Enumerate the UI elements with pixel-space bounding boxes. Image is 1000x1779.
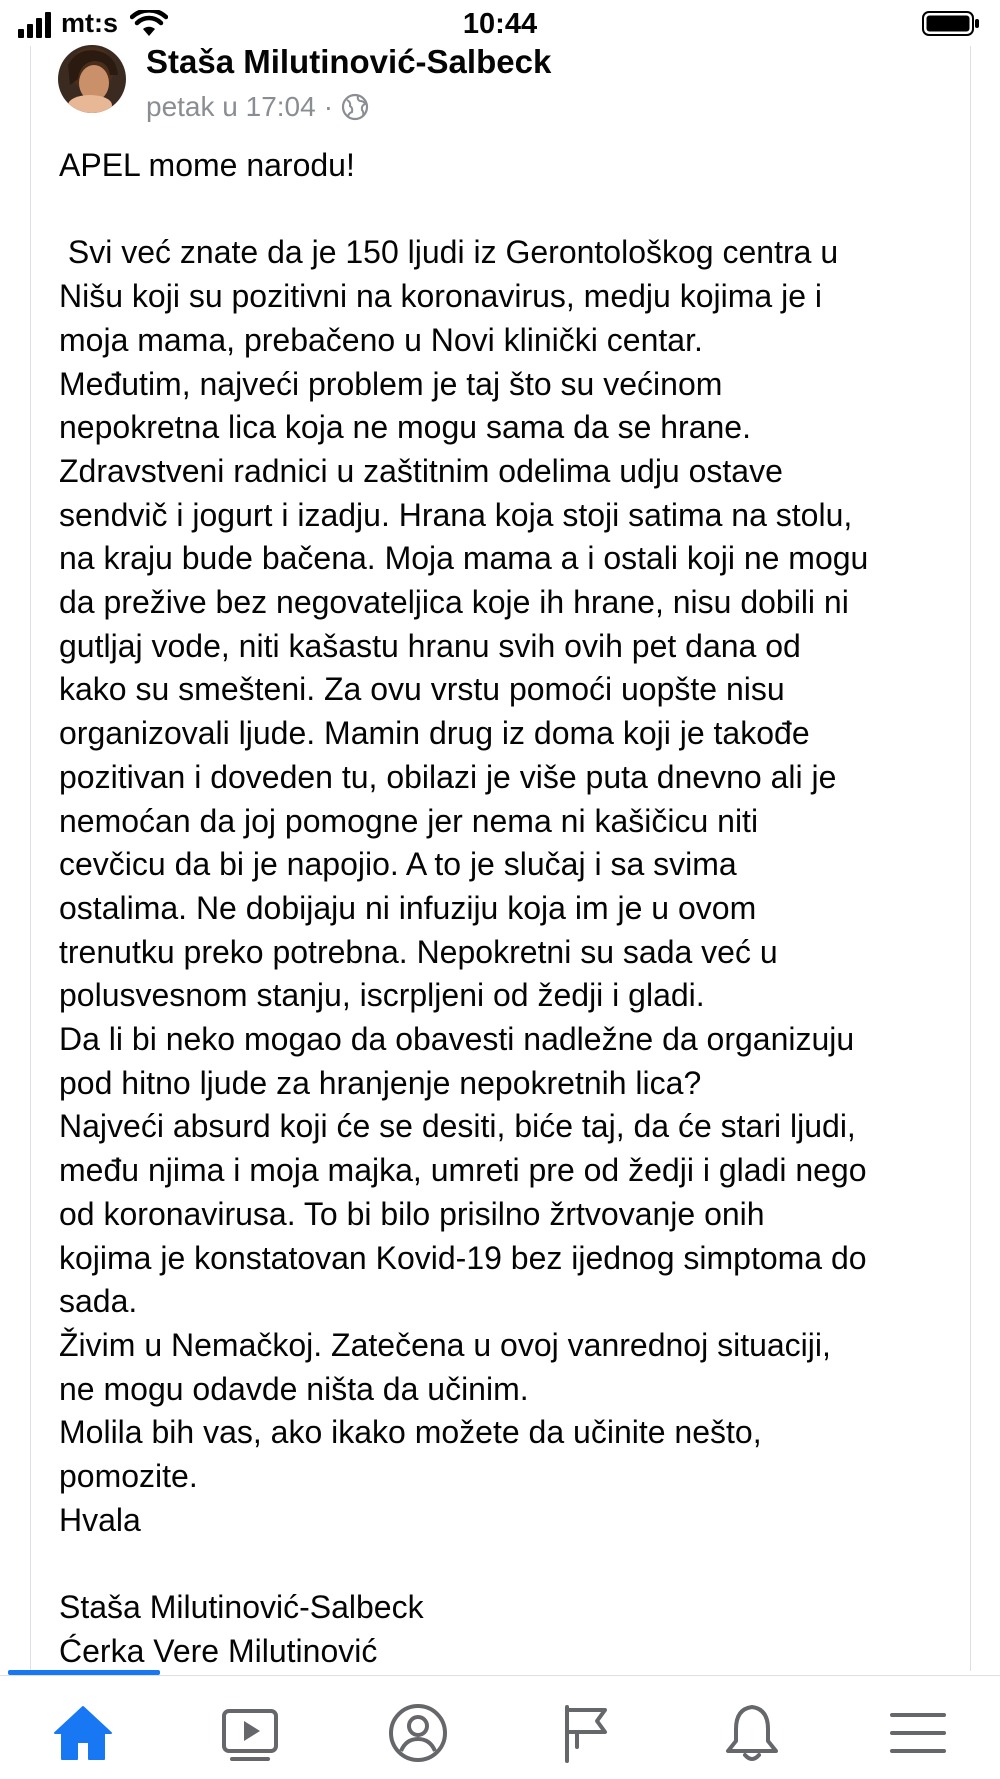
- post-text-line: gutljaj vode, niti kašastu hranu svih ovih pet dana od: [59, 627, 801, 664]
- post-author-name[interactable]: Staša Milutinović-Salbeck: [146, 43, 552, 80]
- tab-profile[interactable]: [378, 1698, 458, 1768]
- post-meta: [146, 90, 369, 124]
- post-text-line: kako su smešteni. Za ovu vrstu pomoći uopšte nisu: [59, 671, 785, 708]
- post-text-line: da prežive bez negovateljica koje ih hrane, nisu dobili ni: [59, 584, 849, 621]
- carrier-name: mt:s: [61, 8, 119, 38]
- post-text-line: nepokretna lica koja ne mogu sama da se hrane.: [59, 409, 751, 446]
- post-text-line: sendvič i jogurt i izadju. Hrana koja stoji satima na stolu,: [59, 496, 853, 533]
- post-text-line: Najveći absurd koji će se desiti, biće taj, da će stari ljudi,: [59, 1108, 856, 1145]
- post-text-line: ostalima. Ne dobijaju ni infuziju koja im je u ovom: [59, 889, 757, 926]
- post-text-line: polusvesnom stanju, iscrpljeni od žedji i gladi.: [59, 977, 705, 1014]
- tab-home[interactable]: [43, 1698, 123, 1768]
- author-avatar[interactable]: [58, 45, 126, 113]
- avatar-photo: [58, 45, 126, 113]
- tab-menu[interactable]: [878, 1698, 958, 1768]
- status-time: 10:44: [462, 8, 538, 40]
- post-text-line: na kraju bude bačena. Moja mama a i ostali koji ne mogu: [59, 540, 869, 577]
- post-text-line: [59, 188, 959, 232]
- post-text-line: pod hitno ljude za hranjenje nepokretnih lica?: [59, 1064, 702, 1101]
- post-text-line: ne mogu odavde ništa da učinim.: [59, 1370, 529, 1407]
- post-text-line: Živim u Nemačkoj. Zatečena u ovoj vanrednoj situaciji,: [59, 1326, 831, 1363]
- post-text-line: cevčicu da bi je napojio. A to je slučaj i sa svima: [59, 846, 737, 883]
- post-text-line: moja mama, prebačeno u Novi klinički centar.: [59, 321, 703, 358]
- post-text: [59, 144, 959, 1674]
- post-text-line: Staša Milutinović-Salbeck: [59, 1589, 424, 1626]
- post-text-line: kojima je konstatovan Kovid-19 bez ijednog simptoma do: [59, 1239, 867, 1276]
- post-text-line: Svi već znate da je 150 ljudi iz Gerontološkog centra u: [59, 234, 839, 271]
- post-text-line: Zdravstveni radnici u zaštitnim odelima udju ostave: [59, 452, 783, 489]
- post-text-line: Međutim, najveći problem je taj što su većinom: [59, 365, 723, 402]
- post-text-line: Hvala: [59, 1501, 141, 1538]
- tab-watch[interactable]: [210, 1698, 290, 1768]
- card-border-right: [970, 46, 971, 1671]
- post-text-line: među njima i moja majka, umreti pre od žedji i gladi nego: [59, 1152, 867, 1189]
- home-icon: [51, 1701, 115, 1765]
- post-text-line: Ćerka Vere Milutinović: [59, 1632, 378, 1669]
- globe-icon: [341, 93, 369, 121]
- pages-flag-icon: [553, 1701, 617, 1765]
- post-text-line: organizovali ljude. Mamin drug iz doma koji je takođe: [59, 715, 810, 752]
- watch-video-icon: [218, 1701, 282, 1765]
- post-text-line: trenutku preko potrebna. Nepokretni su sada već u: [59, 933, 778, 970]
- post-text-line: sada.: [59, 1283, 138, 1320]
- notifications-bell-icon: [720, 1701, 784, 1765]
- meta-separator: ·: [323, 91, 334, 122]
- bottom-tab-bar: [0, 1675, 1000, 1779]
- profile-icon: [386, 1701, 450, 1765]
- tab-pages[interactable]: [545, 1698, 625, 1768]
- post-text-line: Nišu koji su pozitivni na koronavirus, medju kojima je i: [59, 278, 822, 315]
- post-text-line: APEL mome narodu!: [59, 147, 355, 183]
- battery-icon: [922, 11, 980, 36]
- post-text-line: Da li bi neko mogao da obavesti nadležne da organizuju: [59, 1021, 855, 1058]
- menu-icon: [886, 1701, 950, 1765]
- post-text-line: pomozite.: [59, 1458, 198, 1495]
- post-text-line: Molila bih vas, ako ikako možete da učinite nešto,: [59, 1414, 762, 1451]
- post-text-line: [59, 1543, 959, 1587]
- post-text-line: nemoćan da joj pomogne jer nema ni kašičicu niti: [59, 802, 759, 839]
- tab-notifications[interactable]: [712, 1698, 792, 1768]
- card-border-left: [30, 46, 31, 1671]
- post-timestamp[interactable]: petak u 17:04: [146, 91, 316, 122]
- post-text-line: od koronavirusa. To bi bilo prisilno žrtvovanje onih: [59, 1195, 765, 1232]
- post-text-line: pozitivan i doveden tu, obilazi je više puta dnevno ali je: [59, 758, 837, 795]
